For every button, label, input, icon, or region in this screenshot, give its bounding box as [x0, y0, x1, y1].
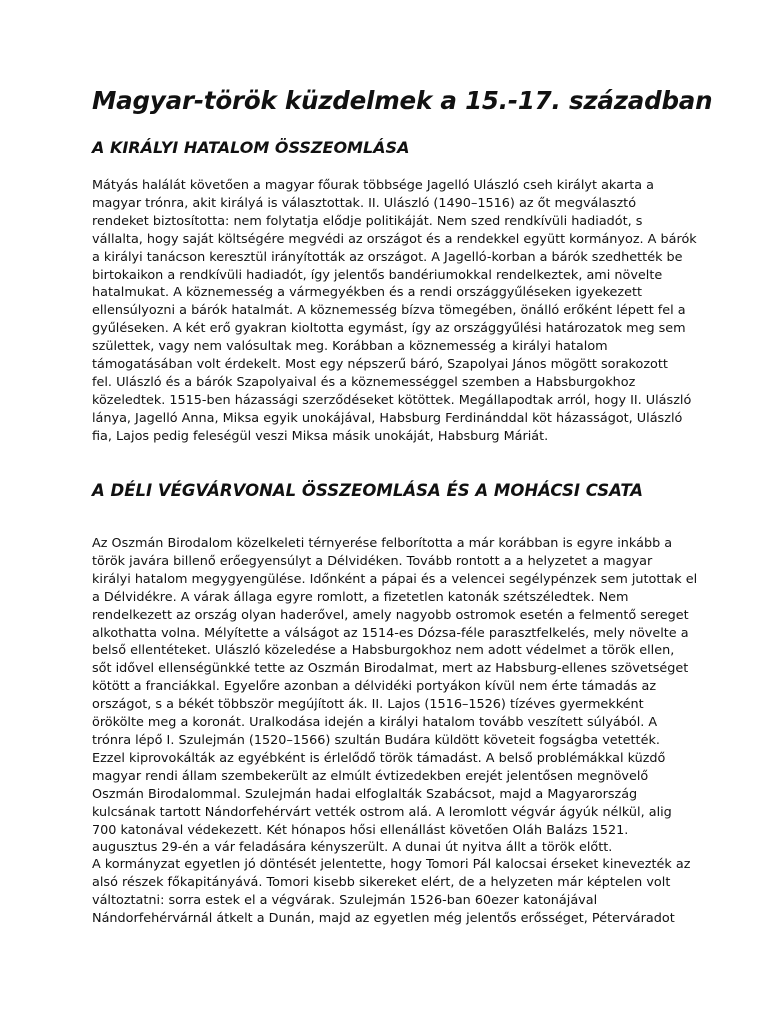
- text-line: vállalta, hogy saját költségére megvédi az országot és a rendekkel együtt kormányoz. A bárók: [92, 231, 697, 247]
- text-line: Nándorfehérvárnál átkelt a Dunán, majd az egyetlen még jelentős erősséget, Péterváradot: [92, 910, 675, 926]
- text-line: ellensúlyozni a bárók hatalmát. A köznemesség bízva tömegében, önálló erőként lépett fel a: [92, 303, 686, 319]
- text-line: török javára billenő erőegyensúlyt a Délvidéken. Tovább rontott a a helyzetet a magyar: [92, 553, 653, 569]
- text-line: hatalmukat. A köznemesség a vármegyékben és a rendi országgyűléseken igyekezett: [92, 285, 643, 301]
- text-line: Ezzel kiprovokálták az egyébként is érlelődő török támadást. A belső problémákkal küzdő: [92, 750, 666, 766]
- text-line: országot, s a békét többször megújított ák. II. Lajos (1516–1526) tízéves gyermekként: [92, 697, 644, 713]
- text-line: a királyi tanácson keresztül irányították az országot. A Jagelló-korban a bárók szedhették be: [92, 249, 683, 265]
- text-line: örökölte meg a koronát. Uralkodása idején a királyi hatalom tovább veszített súlyából. A: [92, 715, 658, 731]
- text-line: belső ellentéteket. Ulászló közeledése a Habsburgokhoz nem adott védelmet a török ellen,: [92, 643, 675, 659]
- section-heading-southern-line: A DÉLI VÉGVÁRVONAL ÖSSZEOMLÁSA ÉS A MOHÁCSI CSATA: [92, 481, 644, 500]
- text-line: magyar rendi állam szembekerült az elmúlt évtizedekben erejét jelentősen megnövelő: [92, 768, 649, 784]
- text-line: alsó részek főkapitányává. Tomori kisebb sikereket elért, de a helyzeten már képtelen volt: [92, 874, 671, 890]
- text-line: kötött a franciákkal. Egyelőre azonban a délvidéki portyákon kívül nem érte támadás az: [92, 679, 657, 695]
- text-line: 700 katonával védekezett. Két hónapos hősi ellenállást követően Oláh Balázs 1521.: [92, 822, 629, 838]
- text-line: alkothatta volna. Mélyítette a válságot az 1514-es Dózsa-féle parasztfelkelés, mely növelte a: [92, 625, 689, 641]
- text-line: fia, Lajos pedig feleségül veszi Miksa másik unokáját, Habsburg Máriát.: [92, 428, 549, 444]
- paragraph-ottoman-advance: [92, 535, 698, 857]
- document-title: Magyar-török küzdelmek a 15.-17. században: [92, 86, 713, 115]
- text-line: trónra lépő I. Szulejmán (1520–1566) szultán Budára küldött követeit fogságba vetették.: [92, 732, 660, 748]
- text-line: születtek, vagy nem valósultak meg. Korábban a köznemesség a királyi hatalom: [92, 339, 608, 355]
- text-line: augusztus 29-én a vár feladására kényszerült. A dunai út nyitva állt a török előtt.: [92, 840, 613, 856]
- text-line: Az Oszmán Birodalom közelkeleti térnyerése felborította a már korábban is egyre inkább a: [92, 536, 673, 551]
- paragraph-tomori: [92, 856, 692, 928]
- text-line: Oszmán Birodalommal. Szulejmán hadai elfoglalták Szabácsot, majd a Magyarország: [92, 786, 638, 802]
- text-line: lánya, Jagelló Anna, Miksa egyik unokájával, Habsburg Ferdinánddal köt házasságot, Ulászló: [92, 410, 683, 426]
- text-line: rendelkezett az ország olyan haderővel, amely nagyobb ostromok esetén a felmentő sereget: [92, 607, 689, 623]
- text-line: rendeket biztosította: nem folytatja elődje politikáját. Nem szed rendkívüli hadiadót, s: [92, 213, 643, 229]
- section-heading-royal-power: A KIRÁLYI HATALOM ÖSSZEOMLÁSA: [92, 138, 410, 157]
- text-line: támogatásában volt érdekelt. Most egy népszerű báró, Szapolyai János mögött sorakozott: [92, 357, 668, 373]
- text-line: sőt idővel ellenségünkké tette az Oszmán Birodalmat, mert az Habsburg-ellenes szövetséget: [92, 661, 689, 677]
- text-line: birtokaikon a rendkívüli hadiadót, így jelentős bandériumokkal rendelkeztek, ami növelte: [92, 267, 663, 283]
- text-line: kulcsának tartott Nándorfehérvárt vették ostrom alá. A leromlott végvár ágyúk nélkül, alig: [92, 804, 672, 820]
- text-line: A kormányzat egyetlen jó döntését jelentette, hogy Tomori Pál kalocsai érseket kinevezték az: [92, 857, 691, 872]
- text-line: közeledtek. 1515-ben házassági szerződéseket kötöttek. Megállapodtak arról, hogy II. Ulászló: [92, 392, 692, 408]
- text-line: változtatni: sorra estek el a végvárak. Szulejmán 1526-ban 60ezer katonájával: [92, 892, 598, 908]
- text-line: magyar trónra, akit királyá is választottak. II. Ulászló (1490–1516) az őt megválasztó: [92, 195, 637, 211]
- text-line: Mátyás halálát követően a magyar főurak többsége Jagelló Ulászló cseh királyt akarta a: [92, 178, 654, 193]
- text-line: fel. Ulászló és a bárók Szapolyaival és a köznemességgel szemben a Habsburgokhoz: [92, 374, 636, 390]
- text-line: királyi hatalom megygyengülése. Időnként a pápai és a velencei segélypénzek sem jutottak el: [92, 571, 698, 587]
- paragraph-royal-power: [92, 177, 697, 446]
- text-line: gyűléseken. A két erő gyakran kioltotta egymást, így az országgyűlési határozatok meg sem: [92, 321, 686, 337]
- text-line: a Délvidékre. A várak állaga egyre romlott, a fizetetlen katonák szétszéledtek. Nem: [92, 589, 629, 605]
